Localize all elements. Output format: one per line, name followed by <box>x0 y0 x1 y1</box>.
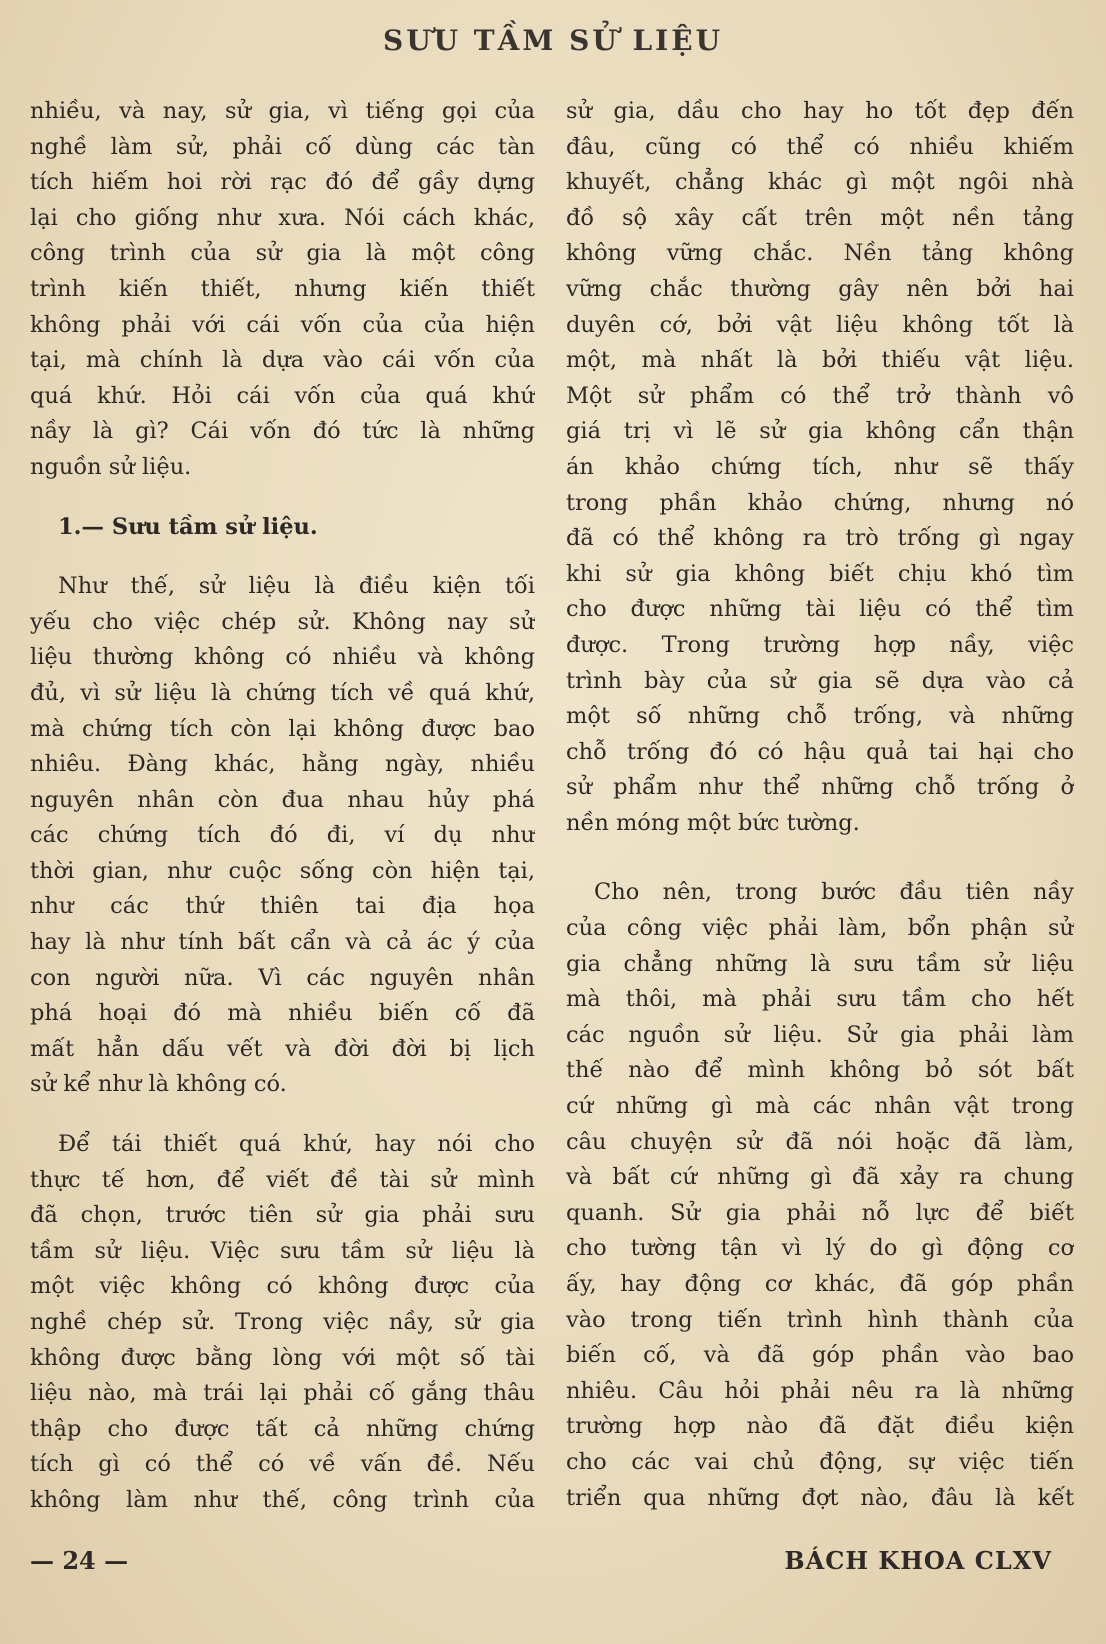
text-line: không phải với cái vốn của của hiện <box>30 311 535 338</box>
text-line: duyên cớ, bởi vật liệu không tốt là <box>566 311 1074 338</box>
text-line: đồ sộ xây cất trên một nền tảng <box>566 204 1074 231</box>
text-line: thời gian, như cuộc sống còn hiện tại, <box>30 857 535 884</box>
text-line: Cho nên, trong bước đầu tiên nầy <box>594 879 1074 906</box>
text-line: trường hợp nào đã đặt điều kiện <box>566 1413 1074 1440</box>
text-line: nguyên nhân còn đua nhau hủy phá <box>30 786 535 813</box>
text-line: câu chuyện sử đã nói hoặc đã làm, <box>566 1128 1074 1155</box>
text-line: công trình của sử gia là một công <box>30 240 535 267</box>
text-line: nhiêu. Câu hỏi phải nêu ra là những <box>566 1377 1074 1404</box>
text-line: lại cho giống như xưa. Nói cách khác, <box>30 204 535 231</box>
text-line: và bất cứ những gì đã xảy ra chung <box>566 1164 1074 1191</box>
text-line: khuyết, chẳng khác gì một ngôi nhà <box>566 169 1074 196</box>
text-line: gia chẳng những là sưu tầm sử liệu <box>566 950 1074 977</box>
text-line: không làm như thế, công trình của <box>30 1486 535 1513</box>
text-line: biến cố, và đã góp phần vào bao <box>566 1342 1074 1369</box>
text-line: phá hoại đó mà nhiều biến cố đã <box>30 1000 535 1027</box>
text-line: mà chứng tích còn lại không được bao <box>30 715 535 742</box>
text-line: tích gì có thể có về vấn đề. Nếu <box>30 1451 535 1478</box>
text-line: nguồn sử liệu. <box>30 453 192 480</box>
right-paragraph-2 <box>566 875 1074 1516</box>
text-line: trình bày của sử gia sẽ dựa vào cả <box>566 667 1074 694</box>
text-line: liệu nào, mà trái lại phải cố gắng thâu <box>30 1380 535 1407</box>
paragraph-gap <box>566 841 1074 875</box>
text-line: thế nào để mình không bỏ sót bất <box>566 1057 1074 1084</box>
text-line: không vững chắc. Nền tảng không <box>566 240 1074 267</box>
right-paragraph-1 <box>566 94 1074 841</box>
text-line: triển qua những đợt nào, đâu là kết <box>566 1484 1074 1511</box>
text-line: yếu cho việc chép sử. Không nay sử <box>30 608 535 635</box>
text-line: hay là như tính bất cẩn và cả ác ý của <box>30 929 535 956</box>
text-line: cứ những gì mà các nhân vật trong <box>566 1093 1074 1120</box>
text-line: đâu, cũng có thể có nhiều khiếm <box>566 133 1074 160</box>
text-line: các chứng tích đó đi, ví dụ như <box>30 822 535 849</box>
text-line: nghề làm sử, phải cố dùng các tàn <box>30 133 535 160</box>
text-line: ấy, hay động cơ khác, đã góp phần <box>566 1271 1074 1297</box>
paragraph-gap <box>30 545 535 569</box>
text-line: được. Trong trường hợp nầy, việc <box>566 631 1074 658</box>
text-line: nền móng một bức tường. <box>566 809 860 836</box>
running-head: SƯU TẦM SỬ LIỆU <box>382 24 724 57</box>
text-line: trình kiến thiết, nhưng kiến thiết <box>30 275 535 302</box>
text-line: tại, mà chính là dựa vào cái vốn của <box>30 347 535 374</box>
text-line: vào trong tiến trình hình thành của <box>566 1306 1074 1333</box>
text-line: Như thế, sử liệu là điều kiện tối <box>58 573 535 600</box>
text-line: Để tái thiết quá khứ, hay nói cho <box>58 1131 535 1158</box>
text-line: con người nữa. Vì các nguyên nhân <box>30 964 535 991</box>
page-number: — 24 — <box>30 1546 129 1575</box>
text-line: một việc không có không được của <box>30 1273 535 1300</box>
text-line: như các thứ thiên tai địa họa <box>30 893 535 920</box>
text-line: cho tường tận vì lý do gì động cơ <box>566 1235 1074 1262</box>
text-line: cho được những tài liệu có thể tìm <box>566 596 1074 623</box>
text-line: chỗ trống đó có hậu quả tai hại cho <box>566 738 1074 765</box>
text-line: liệu thường không có nhiều và không <box>30 644 535 671</box>
text-line: của công việc phải làm, bổn phận sử <box>566 915 1074 942</box>
text-line: sử gia, dầu cho hay ho tốt đẹp đến <box>566 98 1074 124</box>
text-line: tích hiếm hoi rời rạc đó để gầy dựng <box>30 169 535 196</box>
text-line: một số những chỗ trống, và những <box>566 703 1074 730</box>
left-paragraph-1 <box>30 94 535 486</box>
text-line: nhiêu. Đàng khác, hằng ngày, nhiều <box>30 751 535 778</box>
left-column <box>30 94 535 1519</box>
text-line: vững chắc thường gây nên bởi hai <box>566 275 1074 302</box>
text-line: đủ, vì sử liệu là chứng tích về quá khứ, <box>30 679 535 706</box>
text-line: nhiều, và nay, sử gia, vì tiếng gọi của <box>30 98 535 124</box>
text-line: nghề chép sử. Trong việc nầy, sử gia <box>30 1309 535 1335</box>
section-heading: 1.— Sưu tầm sử liệu. <box>58 513 318 540</box>
text-line: trong phần khảo chứng, nhưng nó <box>566 489 1074 516</box>
magazine-issue: BÁCH KHOA CLXV <box>784 1546 1052 1575</box>
left-paragraph-2 <box>30 569 535 1103</box>
text-line: đã chọn, trước tiên sử gia phải sưu <box>30 1202 535 1229</box>
text-line: không được bằng lòng với một số tài <box>30 1344 535 1371</box>
text-line: Một sử phẩm có thể trở thành vô <box>566 382 1074 409</box>
text-line: quanh. Sử gia phải nỗ lực để biết <box>566 1199 1074 1226</box>
right-column <box>566 94 1074 1516</box>
text-line: giá trị vì lẽ sử gia không cẩn thận <box>566 418 1074 445</box>
text-line: nầy là gì? Cái vốn đó tức là những <box>30 418 535 445</box>
text-line: án khảo chứng tích, như sẽ thấy <box>566 453 1074 480</box>
text-line: các nguồn sử liệu. Sử gia phải làm <box>566 1021 1074 1048</box>
text-line: đã có thể không ra trò trống gì ngay <box>566 525 1074 552</box>
text-line: mất hẳn dấu vết và đời đời bị lịch <box>30 1035 535 1062</box>
text-line: mà thôi, mà phải sưu tầm cho hết <box>566 986 1074 1013</box>
text-line: thực tế hơn, để viết đề tài sử mình <box>30 1166 535 1193</box>
text-line: thập cho được tất cả những chứng <box>30 1415 535 1442</box>
text-line: cho các vai chủ động, sự việc tiến <box>566 1448 1074 1475</box>
text-line: quá khứ. Hỏi cái vốn của quá khứ <box>30 382 535 409</box>
text-line: tầm sử liệu. Việc sưu tầm sử liệu là <box>30 1237 535 1264</box>
paragraph-gap <box>30 1103 535 1127</box>
paragraph-gap <box>30 486 535 510</box>
text-line: một, mà nhất là bởi thiếu vật liệu. <box>566 347 1074 374</box>
left-paragraph-3 <box>30 1127 535 1519</box>
text-line: sử phẩm như thể những chỗ trống ở <box>566 774 1074 801</box>
text-line: sử kể như là không có. <box>30 1071 287 1098</box>
text-line: khi sử gia không biết chịu khó tìm <box>566 560 1074 587</box>
